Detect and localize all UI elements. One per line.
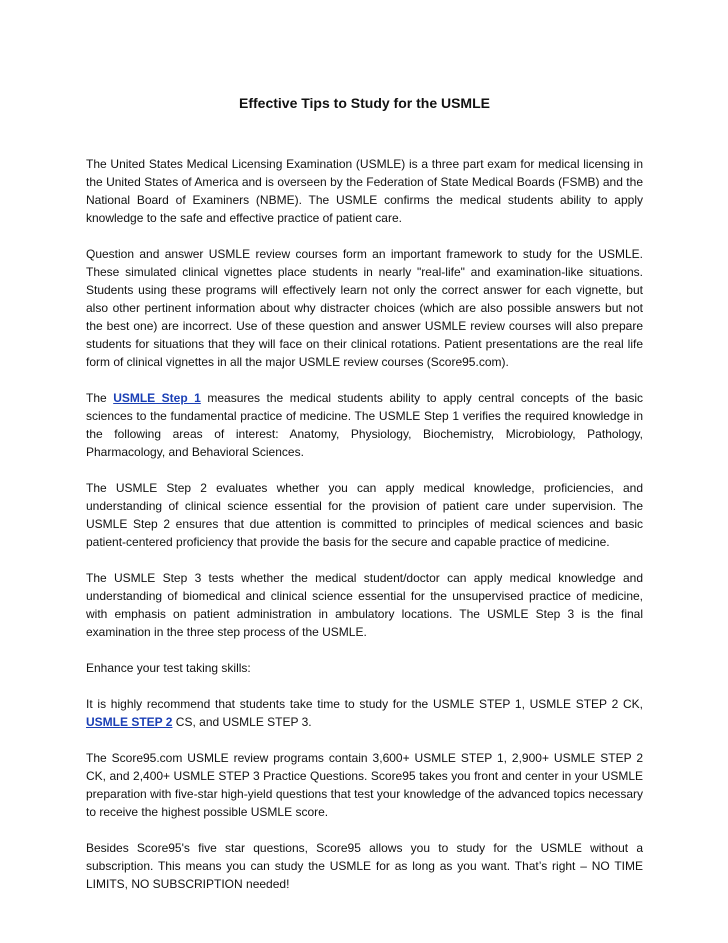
paragraph-usmle-intro: The United States Medical Licensing Examination (USMLE) is a three part exam for medical licensing in the United States of America and is overseen by the Federation of State Medical Boards (FSMB) and the National Board of Examiners (NBME). The USMLE confirms the medical students ability to apply knowledge to the safe and effective practice of patient care. bbox=[86, 157, 643, 225]
paragraph-step-2: The USMLE Step 2 evaluates whether you can apply medical knowledge, proficiencies, and understanding of clinical science essential for the provision of patient care under supervision. The USMLE Step 2 ensures that due attention is committed to principles of medical sciences and basic patient-centered proficiency that provide the basis for the secure and capable practice of medicine. bbox=[86, 481, 643, 549]
paragraph-step-1-body: measures the medical students ability to apply central concepts of the basic sciences to the fundamental practice of medicine. The USMLE Step 1 verifies the required knowledge in the following areas of interest: Anatomy, Physiology, Biochemistry, Microbiology, Pathology, Pharmacology, and Behavioral Sciences. bbox=[86, 391, 643, 459]
paragraph-recommendation bbox=[86, 695, 643, 731]
paragraph-step-1-lead: The bbox=[86, 391, 114, 405]
paragraph-recommendation-lead: It is highly recommend that students take time to study for the USMLE STEP 1, USMLE STEP 2 CK, bbox=[86, 697, 643, 711]
document-page bbox=[86, 94, 643, 911]
paragraph-recommendation-tail: CS, and USMLE STEP 3. bbox=[172, 715, 312, 729]
paragraph-no-subscription: Besides Score95's five star questions, Score95 allows you to study for the USMLE without a subscription. This means you can study the USMLE for as long as you want. That’s right – NO TIME LIMITS, NO SUBSCRIPTION needed! bbox=[86, 841, 643, 891]
paragraph-enhance-skills: Enhance your test taking skills: bbox=[86, 661, 251, 675]
paragraph-review-courses: Question and answer USMLE review courses form an important framework to study for the USMLE. These simulated clinical vignettes place students in nearly "real-life" and examination-like situations. Students using these programs will effectively learn not only the correct answer for each vignette, but also other pertinent information about why distracter choices (which are also possible answers but not the best one) are incorrect. Use of these question and answer USMLE review courses will also prepare students for situations that they will face on their clinical rotations. Patient presentations are the real life form of clinical vignettes in all the major USMLE review courses (Score95.com). bbox=[86, 247, 643, 369]
document-title: Effective Tips to Study for the USMLE bbox=[239, 95, 490, 111]
usmle-step-2-link[interactable]: USMLE STEP 2 bbox=[86, 715, 173, 729]
paragraph-step-3: The USMLE Step 3 tests whether the medical student/doctor can apply medical knowledge and understanding of biomedical and clinical science essential for the unsupervised practice of medicine, with emphasis on patient administration in ambulatory locations. The USMLE Step 3 is the final examination in the three step process of the USMLE. bbox=[86, 571, 643, 639]
paragraph-score95-programs: The Score95.com USMLE review programs contain 3,600+ USMLE STEP 1, 2,900+ USMLE STEP 2 CK, and 2,400+ USMLE STEP 3 Practice Questions. Score95 takes you front and center in your USMLE preparation with five-star high-yield questions that test your knowledge of the advanced topics necessary to receive the highest possible USMLE score. bbox=[86, 751, 643, 819]
paragraph-step-1 bbox=[86, 389, 643, 461]
usmle-step-1-link[interactable]: USMLE Step 1 bbox=[113, 391, 201, 405]
